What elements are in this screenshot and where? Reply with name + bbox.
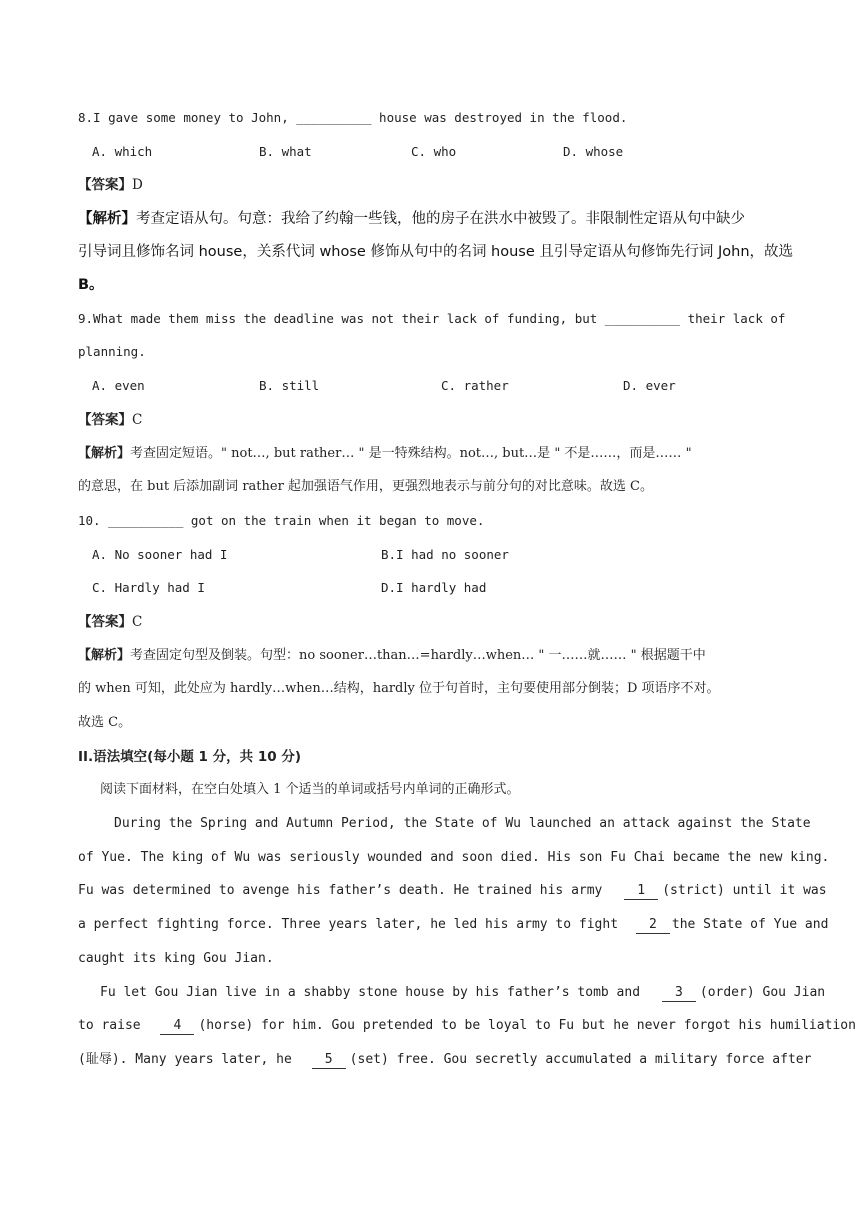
q9-options [78,376,784,396]
q10-answer-value: C [132,613,143,630]
document-page [78,108,856,1084]
q8-stem [78,108,784,128]
q9-stem-line2: planning. [78,344,146,360]
blank-2[interactable]: 2 [636,917,670,934]
q8-stem-start: 8.I gave some money to John, [78,110,297,125]
q8-answer [78,175,784,195]
q8-explanation-line2: 引导词且修饰名词 house，关系代词 whose 修饰从句中的名词 house 且引导定语从句修饰先行词 John，故选 [78,244,794,261]
q8-explanation-line1: 【解析】考查定语从句。句意：我给了约翰一些钱，他的房子在洪水中被毁了。非限制性定语从句中缺少 [78,211,745,228]
q10-option-c[interactable]: C. Hardly had I [92,580,205,596]
q8-explanation-line3: B。 [78,277,104,294]
passage-p2-line2: to raise 4 (horse) for him. Gou pretended to be loyal to Fu but he never forgot his humiliation [78,1018,856,1034]
q8-option-c[interactable]: C. who [411,143,457,159]
q9-stem: 9.What made them miss the deadline was not their lack of funding, but __________ their lack of [78,310,786,326]
q10-stem: 10. __________ got on the train when it began to move. [78,512,485,528]
passage-p1-line4: a perfect fighting force. Three years later, he led his army to fight 2 the State of Yue and [78,917,829,933]
q10-blank: __________ [108,512,184,528]
blank-1[interactable]: 1 [624,883,658,900]
q9-answer-value: C [132,411,143,428]
q9-blank: __________ [604,310,681,326]
q10-explanation-line2: 的 when 可知，此处应为 hardly…when…结构，hardly 位于句首时，主句要使用部分倒装；D 项语序不对。 [78,681,720,697]
blank-3[interactable]: 3 [662,985,696,1002]
q10-explanation-line1: 【解析】考查固定句型及倒装。句型：no sooner…than…=hardly…when… " 一……就…… " 根据题干中 [78,647,706,663]
passage-p1-line2: of Yue. The king of Wu was seriously wounded and soon died. His son Fu Chai became the new king. [78,849,830,865]
q10-option-d[interactable]: D.I hardly had [381,580,487,596]
blank-4[interactable]: 4 [160,1018,194,1035]
q9-option-b[interactable]: B. still [259,378,320,394]
q8-option-a[interactable]: A. which [92,143,153,159]
q8-option-d[interactable]: D. whose [563,143,624,159]
passage-p2-line1: Fu let Gou Jian live in a shabby stone house by his father’s tomb and 3 (order) Gou Jian [100,984,826,1000]
q10-option-a[interactable]: A. No sooner had I [92,546,228,562]
section-heading: II.语法填空(每小题 1 分，共 10 分) [78,748,301,765]
q8-answer-value: D [132,177,143,194]
q9-explanation-line1: 【解析】考查固定短语。" not…, but rather… " 是一特殊结构。not…, but…是 " 不是……，而是…… " [78,445,692,461]
q10-options-row1 [78,545,784,565]
q10-explanation-line3: 故选 C。 [78,715,132,730]
q10-option-b[interactable]: B.I had no sooner [381,546,509,562]
answer-label: 【答案】 [78,177,132,194]
section-instruction: 阅读下面材料，在空白处填入 1 个适当的单词或括号内单词的正确形式。 [100,782,520,798]
q9-explanation-line2: 的意思，在 but 后添加副词 rather 起加强语气作用，更强烈地表示与前分句的对比意味。故选 C。 [78,479,653,495]
passage-p1-line5: caught its king Gou Jian. [78,950,274,966]
q10-options-row2 [78,578,784,598]
passage-p1-line3: Fu was determined to avenge his father’s death. He trained his army 1 (strict) until it was [78,883,827,899]
q9-option-a[interactable]: A. even [92,378,145,394]
q8-options [78,142,784,162]
q9-option-c[interactable]: C. rather [441,378,509,394]
q8-stem-end: house was destroyed in the flood. [371,110,628,125]
q9-answer: 【答案】C [78,411,143,428]
blank-5[interactable]: 5 [312,1052,346,1069]
passage-p1-line1: During the Spring and Autumn Period, the State of Wu launched an attack against the State [114,816,811,832]
explanation-label: 【解析】 [78,211,136,228]
q10-answer: 【答案】C [78,613,143,630]
q9-option-d[interactable]: D. ever [623,378,676,394]
q8-blank: __________ [296,110,372,125]
passage-p2-line3: (耻辱). Many years later, he 5 (set) free. Gou secretly accumulated a military force after [78,1051,812,1067]
q8-option-b[interactable]: B. what [259,143,312,159]
